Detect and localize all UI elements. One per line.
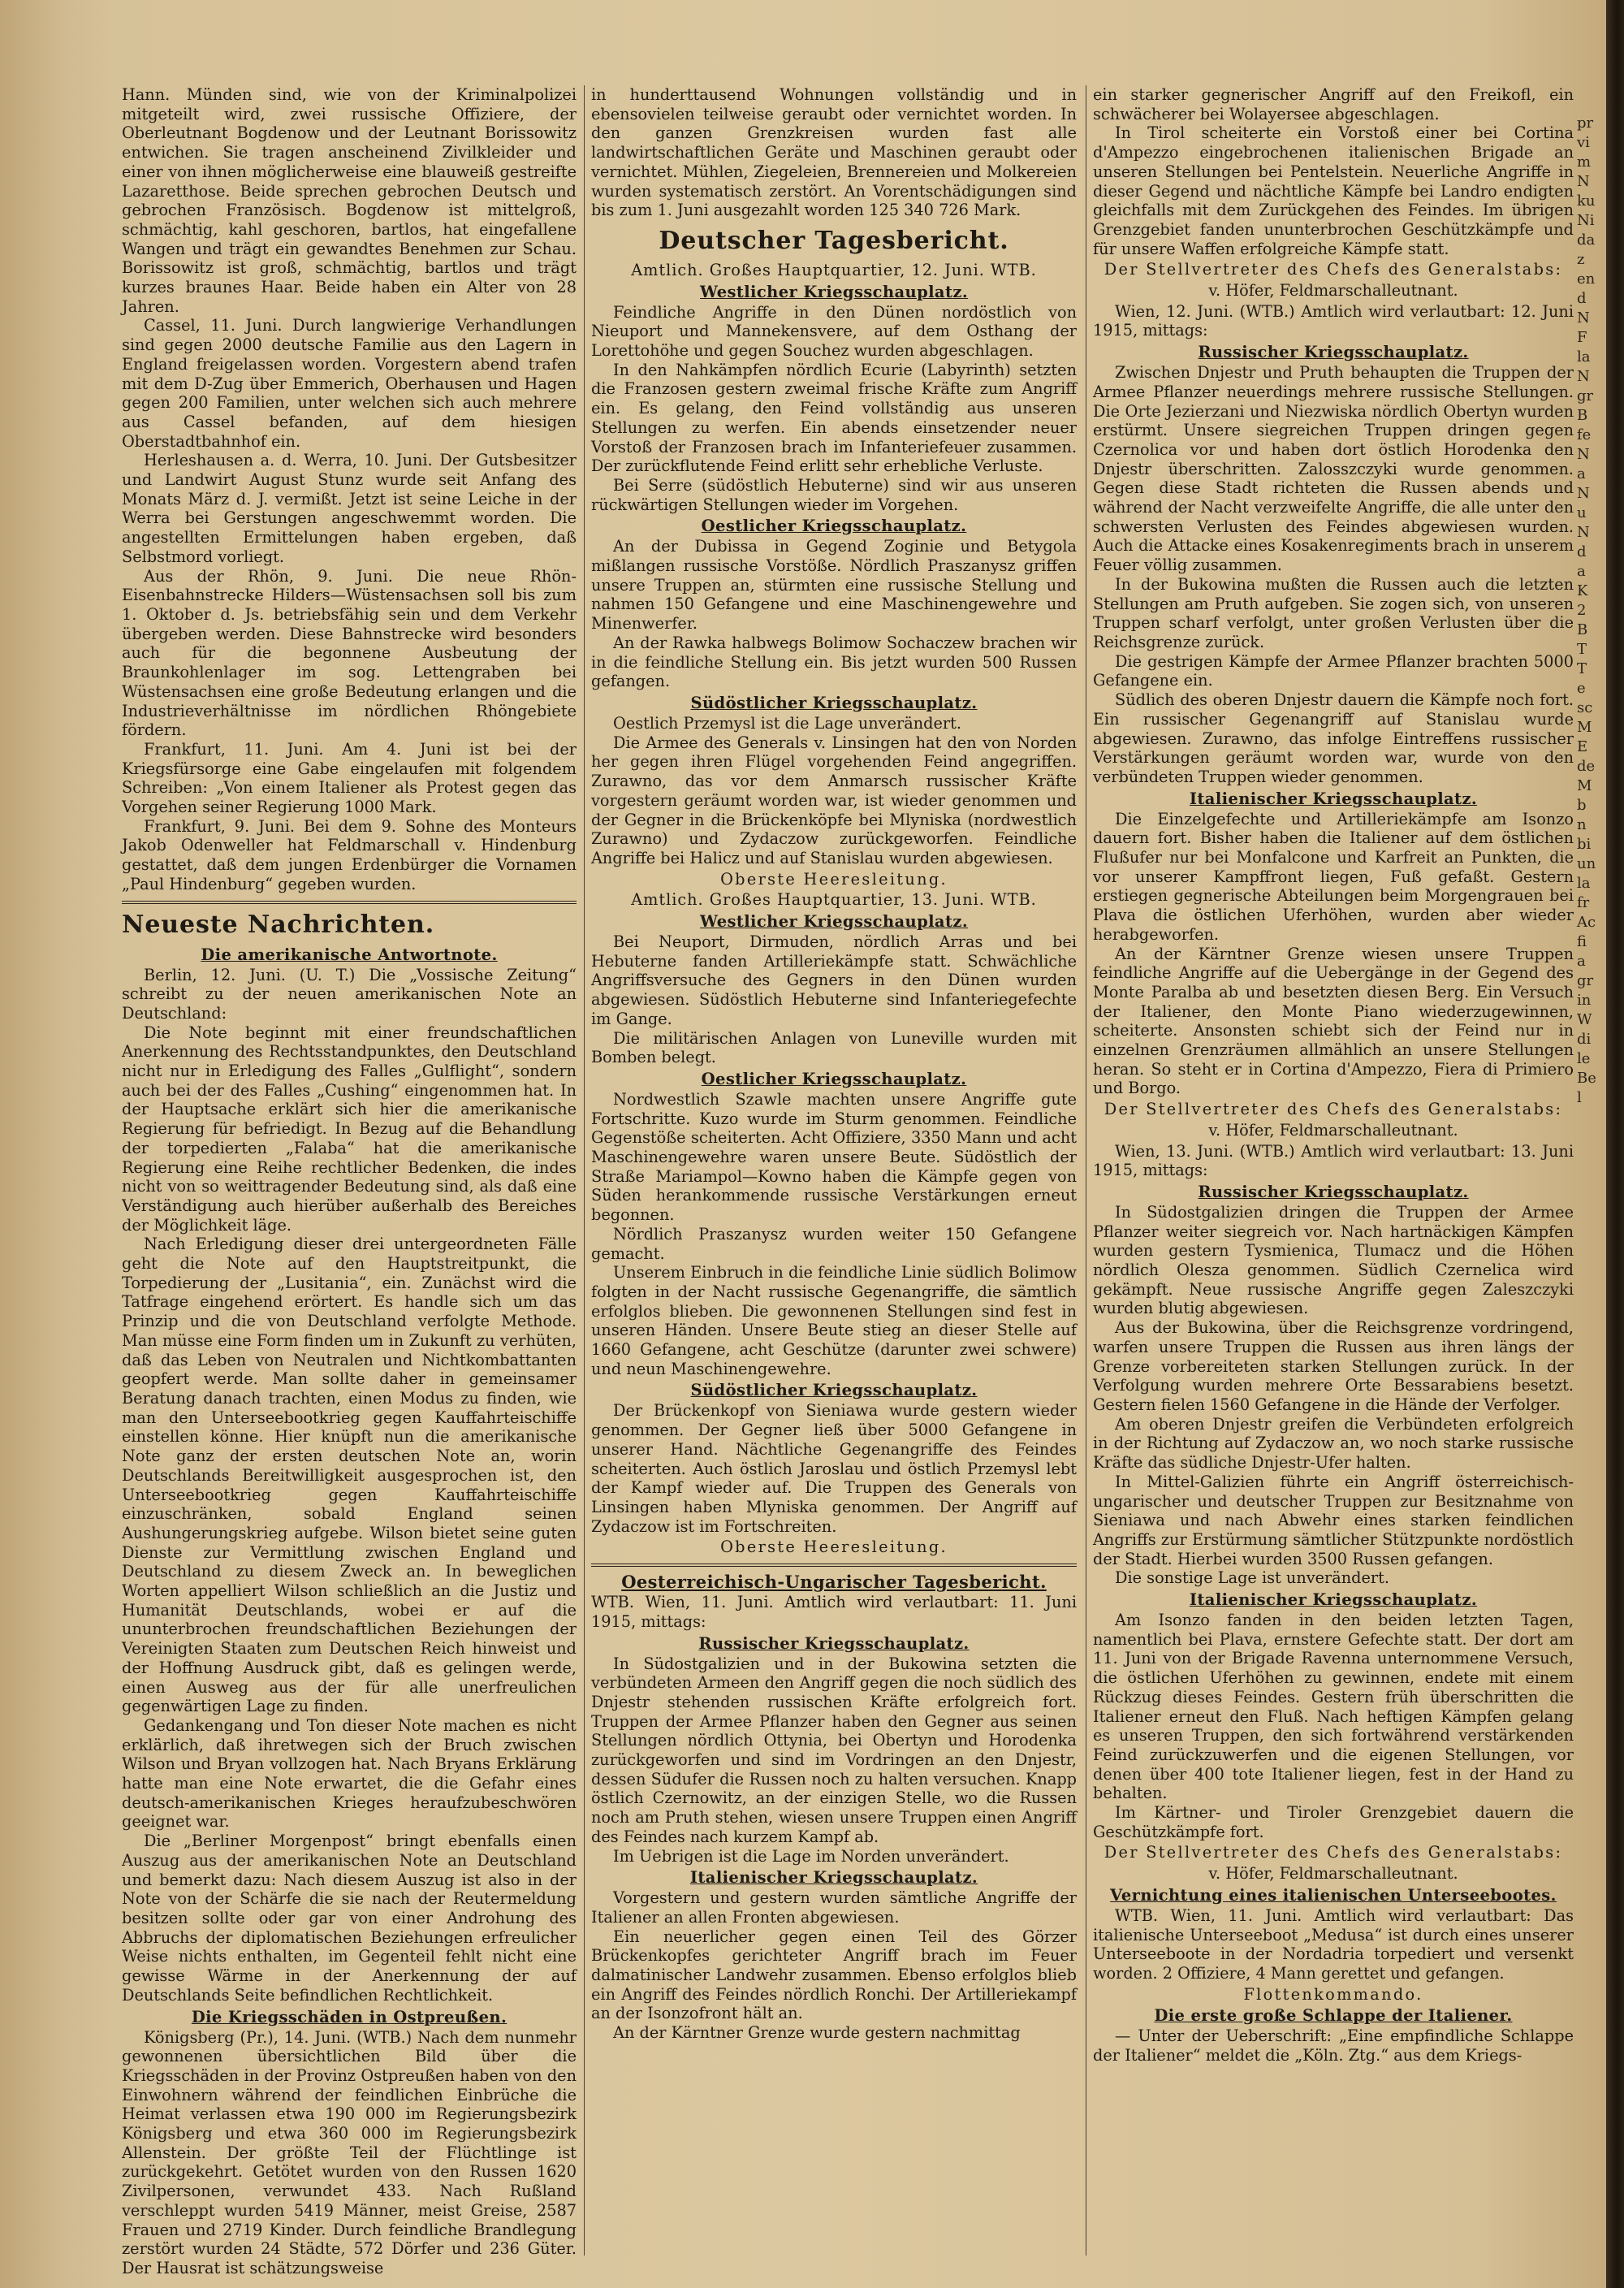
article-paragraph: Nordwestlich Szawle machten unsere Angriffe gute Fortschritte. Kuzo wurde im Sturm genommen. Feindliche Gegenstöße scheiterten. Acht Offiziere, 3350 Mann und acht Maschinengewehre waren unsere Beute. Südöstlich der Straße Mariampol—Kowno haben die Kämpfe gegen von Süden herankommende russische Verstärkungen erneut begonnen. <box>591 1089 1077 1225</box>
article-paragraph: Frankfurt, 9. Juni. Bei dem 9. Sohne des Monteurs Jakob Odenweller hat Feldmarschall v. Hindenburg gestattet, daß dem jungen Erdenbürger die Vornamen „Paul Hindenburg“ gegeben wurden. <box>122 816 577 893</box>
margin-fragment: gr <box>1577 387 1594 404</box>
binding-spine <box>1606 0 1624 2288</box>
article-paragraph: Unserem Einbruch in die feindliche Linie südlich Bolimow folgten in der Nacht russische Gegenangriffe, die sämtlich erfolglos blieben. Die gewonnenen Stellungen sind fest in unseren Händen. Unsere Beute stieg an dieser Stelle auf 1660 Gefangene, acht Geschütze (darunter zwei schwere) und neun Maschinengewehre. <box>591 1263 1077 1378</box>
margin-fragment: B <box>1577 621 1588 638</box>
front-heading: Italienischer Kriegsschauplatz. <box>1189 789 1478 808</box>
margin-fragment: e <box>1577 680 1586 697</box>
margin-fragment: di <box>1577 1031 1592 1048</box>
article-heading: Die Kriegsschäden in Ostpreußen. <box>191 2007 508 2026</box>
margin-fragment: d <box>1577 543 1587 560</box>
article-paragraph: Königsberg (Pr.), 14. Juni. (WTB.) Nach dem nunmehr gewonnenen übersichtlichen Bild über die Kriegsschäden in der Provinz Ostpreußen haben von den Einwohnern während der feindlichen Einbrüche die Heimat verlassen etwa 190 000 im Regierungsbezirk Königsberg und etwa 360 000 im Regierungsbezirk Allenstein. Der größte Teil der Flüchtlinge ist zurückgekehrt. Getötet wurden von den Russen 1620 Zivilpersonen, verwundet 433. Nach Rußland verschleppt wurden 5419 Männer, meist Greise, 2587 Frauen und 2719 Kinder. Durch feindliche Brandlegung zerstört wurden 24 Städte, 572 Dörfer und 236 Güter. Der Hausrat ist schätzungsweise <box>122 2027 577 2277</box>
margin-fragment: bi <box>1577 836 1592 853</box>
margin-fragment: Be <box>1577 1070 1596 1087</box>
article-paragraph: In Tirol scheiterte ein Vorstoß einer bei Cortina d'Ampezzo eingebrochenen italienischen Brigade an unseren Stellungen bei Pentelstein. Neuerliche Angriffe in dieser Gegend und nächtliche Kämpfe bei Landro endigten gleichfalls mit dem Zurückgehen des Feindes. Im übrigen Grenzgebiet fanden ununterbrochen Geschützkämpfe und für unsere Waffen erfolgreiche Kämpfe statt. <box>1093 123 1574 258</box>
article-paragraph: Aus der Bukowina, über die Reichsgrenze vordringend, warfen unsere Truppen die Russen aus ihren längs der Grenze vorbereiteten starken Stellungen zurück. In der Verfolgung wurden mehrere Orte Bessarabiens besetzt. Gestern fielen 1560 Gefangene in die Hände der Verfolger. <box>1093 1318 1574 1414</box>
section-title-news: Neueste Nachrichten. <box>122 910 435 939</box>
margin-fragment: E <box>1577 738 1588 755</box>
front-heading: Italienischer Kriegsschauplatz. <box>689 1868 978 1888</box>
margin-fragment: vi <box>1577 134 1590 151</box>
front-heading: Russischer Kriegsschauplatz. <box>1198 343 1469 362</box>
article-paragraph: Die Einzelgefechte und Artilleriekämpfe am Isonzo dauern fort. Bisher haben die Italiener auf dem östlichen Flußufer nur bei Monfalcone und Karfreit an Punkten, die vor unserer Kampffront liegen, Fuß gefaßt. Gestern erstiegen gegnerische Abteilungen beim Morgengrauen bei Plava die östlichen Uferhöhen, wurden aber wieder herabgeworfen. <box>1093 809 1574 944</box>
article-paragraph: Bei Serre (südöstlich Hebuterne) sind wir aus unseren rückwärtigen Stellungen wieder im Vorgehen. <box>591 475 1077 514</box>
article-paragraph: An der Dubissa in Gegend Zoginie und Betygola mißlangen russische Vorstöße. Nördlich Praszanysz griffen unsere Truppen an, stürmten eine russische Stellung und nahmen 150 Gefangene und eine Maschinengewehre und Minenwerfer. <box>591 537 1077 634</box>
margin-fragment: T <box>1577 660 1587 677</box>
article-paragraph: Der Brückenkopf von Sieniawa wurde gestern wieder genommen. Der Gegner ließ über 5000 Gefangene in unserer Hand. Nächtliche Gegenangriffe des Feindes scheiterten. Auch östlich Jaroslau und östlich Przemysl lebt der Kampf wieder auf. Die Truppen des Generals von Linsingen haben Mlyniska genommen. Der Angriff auf Zydaczow ist im Fortschreiten. <box>591 1401 1077 1536</box>
column-1 <box>122 85 577 2277</box>
column-3 <box>1093 85 1574 2256</box>
article-paragraph: An der Kärntner Grenze wiesen unsere Truppen feindliche Angriffe auf die Uebergänge in der Gegend des Monte Paralba ab und besetzten diesen Berg. Ein Versuch der Italiener, den Monte Piano wiederzugewinnen, scheiterte. Ansonsten schiebt sich der Feind nur in einzelnen Grenzräumen allmählich an unsere Stellungen heran. So steht er in Cortina d'Ampezzo, Fiera di Primiero und Borgo. <box>1093 944 1574 1098</box>
front-heading: Russischer Kriegsschauplatz. <box>1198 1182 1469 1201</box>
signature: Der Stellvertreter des Chefs des Generalstabs: <box>1104 260 1563 279</box>
margin-fragment: m <box>1577 154 1592 171</box>
section-rule <box>591 1564 1077 1567</box>
article-paragraph: An der Kärntner Grenze wurde gestern nachmittag <box>613 2023 1021 2043</box>
margin-fragment: T <box>1577 641 1587 658</box>
margin-fragment: u <box>1577 504 1587 521</box>
article-paragraph: Aus der Rhön, 9. Juni. Die neue Rhön-Eisenbahnstrecke Hilders—Wüstensachsen soll bis zum 1. Oktober d. Js. betriebsfähig sein und dem Verkehr übergeben werden. Diese Bahnstrecke wird besonders auch für die begonnene Ausbeutung der Braunkohlenlager im sog. Lettengraben bei Wüstensachsen eine große Bedeutung erlangen und die Industrieverhältnisse im nördlichen Rhöngebiete fördern. <box>122 566 577 740</box>
article-paragraph: Die Armee des Generals v. Linsingen hat den von Norden her gegen ihren Flügel vorgehenden Feind angegriffen. Zurawno, das vor dem Anmarsch russischer Kräfte vorgestern geräumt worden war, ist wieder genommen und der Gegner in die Brückenköpfe bei Mlyniska (nordwestlich Zurawno) und Zydaczow zurückgeworfen. Feindliche Angriffe bei Halicz und auf Stanislau wurden abgewiesen. <box>591 733 1077 867</box>
article-paragraph: in hunderttausend Wohnungen vollständig und in ebensovielen teilweise geraubt oder vernichtet worden. In den ganzen Grenzkreisen wurden fast alle landwirtschaftlichen Geräte und Maschinen geraubt oder vernichtet. Mühlen, Ziegeleien, Brennereien und Molkereien wurden systematisch zerstört. An Vorentschädigungen sind bis zum 1. Juni ausgezahlt worden 125 340 726 Mark. <box>591 85 1077 220</box>
signature-name: v. Höfer, Feldmarschalleutnant. <box>1208 1120 1458 1140</box>
margin-fragment: de <box>1577 758 1596 775</box>
article-paragraph: Die gestrigen Kämpfe der Armee Pflanzer brachten 5000 Gefangene ein. <box>1093 651 1574 690</box>
article-heading: Die erste große Schlappe der Italiener. <box>1154 2006 1513 2026</box>
front-heading: Oestlicher Kriegsschauplatz. <box>701 1069 967 1088</box>
column-2 <box>591 85 1077 2256</box>
article-paragraph: Feindliche Angriffe in den Dünen nordöstlich von Nieuport und Mannekensvere, auf dem Osthang der Lorettohöhe und gegen Souchez wurden abgeschlagen. <box>591 302 1077 361</box>
article-paragraph: In Südostgalizien dringen die Truppen der Armee Pflanzer weiter siegreich vor. Nach hartnäckigen Kämpfen wurden gestern Tysmienica, Tlumacz und die Höhen nördlich Olesza genommen. Südlich Czernelica wird gekämpft. Neue russische Angriffe gegen Zaleszczyki wurden blutig abgewiesen. <box>1093 1202 1574 1318</box>
article-paragraph: In der Bukowina mußten die Russen auch die letzten Stellungen am Pruth aufgeben. Sie zogen sich, von unseren Truppen scharf verfolgt, unter großen Verlusten über die Reichsgrenze zurück. <box>1093 574 1574 651</box>
margin-fragment: W <box>1577 1011 1592 1028</box>
margin-fragment: K <box>1577 582 1588 599</box>
dateline: WTB. Wien, 11. Juni. Amtlich wird verlautbart: 11. Juni 1915, mittags: <box>591 1593 1077 1631</box>
margin-fragment: a <box>1577 563 1586 580</box>
front-heading: Westlicher Kriegsschauplatz. <box>700 912 968 932</box>
margin-fragment: d <box>1577 290 1587 307</box>
article-paragraph: Am oberen Dnjestr greifen die Verbündeten erfolgreich in der Richtung auf Zydaczow an, wo noch starke russische Kräfte das südliche Dnjestr-Ufer halten. <box>1093 1414 1574 1473</box>
dateline: Wien, 13. Juni. (WTB.) Amtlich wird verlautbart: 13. Juni 1915, mittags: <box>1093 1141 1574 1180</box>
margin-fragment: sc <box>1577 699 1593 716</box>
margin-fragment: a <box>1577 953 1586 970</box>
article-paragraph: Am Isonzo fanden in den beiden letzten Tagen, namentlich bei Plava, ernstere Gefechte statt. Der dort am 11. Juni von der Brigade Ravenna unternommene Versuch, die östlichen Uferhöhen zu gewinnen, endete mit einem Rückzug dieses Feindes. Gestern früh überschritten die Italiener erneut den Fluß. Nach heftigen Kämpfen gelang es unseren Truppen, den sich fortwährend verstärkenden Feind zurückzuwerfen und die eigenen Stellungen, vor denen über 400 tote Italiener liegen, fest in der Hand zu behalten. <box>1093 1611 1574 1803</box>
article-paragraph: An der Rawka halbwegs Bolimow Sochaczew brachen wir in die feindliche Stellung ein. Bis jetzt wurden 500 Russen gefangen. <box>591 633 1077 691</box>
article-paragraph: Herleshausen a. d. Werra, 10. Juni. Der Gutsbesitzer und Landwirt August Stunz wurde seit Anfang des Monats März d. J. vermißt. Jetzt ist seine Leiche in der Werra bei Gerstungen angeschwemmt worden. Die angestellten Ermittelungen haben ergeben, daß Selbstmord vorliegt. <box>122 451 577 566</box>
signature: Der Stellvertreter des Chefs des Generalstabs: <box>1104 1100 1563 1119</box>
margin-fragment: pr <box>1577 115 1594 132</box>
dateline: Amtlich. Großes Hauptquartier, 13. Juni. WTB. <box>631 890 1037 910</box>
front-heading: Westlicher Kriegsschauplatz. <box>700 282 968 301</box>
article-paragraph: In Mittel-Galizien führte ein Angriff österreichisch-ungarischer und deutscher Truppen zur Besitznahme von Sieniawa und nach Abwehr eines starken feindlichen Angriffs zur Erstürmung sämtlicher Stützpunkte nordöstlich der Stadt. Hierbei wurden 3500 Russen gefangen. <box>1093 1472 1574 1568</box>
article-paragraph: Cassel, 11. Juni. Durch langwierige Verhandlungen sind gegen 2000 deutsche Familie aus den Lagern in England freigelassen worden. Vorgestern abend trafen mit dem D-Zug über Emmerich, Oberhausen und Hagen gegen 200 Familien, unter welchen sich auch mehrere aus Cassel befanden, auf dem hiesigen Oberstadtbahnhof ein. <box>122 316 577 451</box>
margin-fragment: b <box>1577 797 1587 814</box>
signature: Oberste Heeresleitung. <box>720 1538 948 1557</box>
dateline: Amtlich. Großes Hauptquartier, 12. Juni. WTB. <box>631 260 1037 279</box>
signature-name: v. Höfer, Feldmarschalleutnant. <box>1208 281 1458 301</box>
article-heading: Die amerikanische Antwortnote. <box>201 945 498 964</box>
margin-fragment: a <box>1577 465 1586 482</box>
article-paragraph: Frankfurt, 11. Juni. Am 4. Juni ist bei der Kriegsfürsorge eine Gabe eingelaufen mit folgendem Schreiben: „Von einem Italiener als Protest gegen das Vorgehen seiner Regierung 1000 Mark. <box>122 739 577 817</box>
article-paragraph: WTB. Wien, 11. Juni. Amtlich wird verlautbart: Das italienische Unterseeboot „Medusa“ ist durch eines unserer Unterseeboote in der Nordadria torpediert und versenkt worden. 2 Offiziere, 4 Mann gerettet und gefangen. <box>1093 1905 1574 1983</box>
margin-fragment: M <box>1577 719 1592 736</box>
margin-fragment: N <box>1577 446 1590 463</box>
margin-fragment: z <box>1577 251 1585 268</box>
article-paragraph: Hann. Münden sind, wie von der Kriminalpolizei mitgeteilt wird, zwei russische Offiziere, der Oberleutnant Bogdenow und der Leutnant Borissowitz entwichen. Sie tragen anscheinend Zivilkleider und einer von ihnen möglicherweise eine blauweiß gestreifte Lazaretthose. Beide sprechen gebrochen Deutsch und gebrochen Französisch. Bogdenow ist mittelgroß, schmächtig, kahl geschoren, bartlos, hat eingefallene Wangen und trägt ein gewandtes Benehmen zur Schau. Borissowitz ist groß, schmächtig, bartlos und trägt kurzes braunes Haar. Beide haben ein Alter von 28 Jahren. <box>122 85 577 316</box>
article-paragraph: Südlich des oberen Dnjestr dauern die Kämpfe noch fort. Ein russischer Gegenangriff auf Stanislau wurde abgewiesen. Zurawno, das infolge Eintreffens russischer Verstärkungen geräumt worden war, wurde von den verbündeten Truppen wieder genommen. <box>1093 690 1574 786</box>
article-paragraph: ein starker gegnerischer Angriff auf den Freikofl, ein schwächerer bei Wolayersee abgeschlagen. <box>1093 85 1574 123</box>
margin-fragment: fi <box>1577 933 1587 950</box>
margin-fragment: 2 <box>1577 602 1587 619</box>
article-paragraph: Gedankengang und Ton dieser Note machen es nicht erklärlich, daß ihretwegen sich der Bruch zwischen Wilson und Bryan vollzogen hat. Nach Bryans Erklärung hatte man eine Note erwartet, die die Gefahr eines deutsch-amerikanischen Krieges heraufzubeschwören geeignet war. <box>122 1715 577 1832</box>
margin-fragment: la <box>1577 875 1591 892</box>
margin-fragment: N <box>1577 368 1590 385</box>
margin-fragment: gr <box>1577 972 1594 989</box>
article-paragraph: Nördlich Praszanysz wurden weiter 150 Gefangene gemacht. <box>591 1224 1077 1263</box>
margin-fragment: Ac <box>1577 914 1596 931</box>
section-title-austrian-report: Oesterreichisch-Ungarischer Tagesbericht. <box>621 1572 1047 1593</box>
article-paragraph: Die sonstige Lage ist unverändert. <box>1115 1568 1390 1588</box>
article-heading: Vernichtung eines italienischen Unterseebootes. <box>1110 1885 1557 1905</box>
margin-fragment: N <box>1577 524 1590 541</box>
front-heading: Russischer Kriegsschauplatz. <box>698 1633 970 1653</box>
column-divider <box>584 85 585 2256</box>
signature: Oberste Heeresleitung. <box>720 869 948 889</box>
article-paragraph: Die Note beginnt mit einer freundschaftlichen Anerkennung des Rechtsstandpunktes, den Deutschland nicht nur in Erledigung des Falles „Gulflight“, sondern auch bei der des Falles „Cushing“ eingenommen hat. In der Hauptsache erklärt sich hier die amerikanische Regierung für befriedigt. In Bezug auf die Behandlung der torpedierten „Falaba“ hat die amerikanische Regierung eine Reihe rechtlicher Bedenken, die indes nicht von so weittragender Bedeutung sind, als daß eine Verständigung auch hierüber außerhalb des Bereiches der Möglichkeit läge. <box>122 1023 577 1235</box>
front-heading: Südöstlicher Kriegsschauplatz. <box>690 1381 978 1400</box>
margin-fragment: N <box>1577 485 1590 502</box>
dateline: Wien, 12. Juni. (WTB.) Amtlich wird verlautbart: 12. Juni 1915, mittags: <box>1093 301 1574 340</box>
margin-fragment: la <box>1577 348 1591 365</box>
margin-fragment: in <box>1577 992 1592 1009</box>
article-paragraph: Ein neuerlicher gegen einen Teil des Görzer Brückenkopfes gerichteter Angriff brach im Feuer dalmatinischer Landwehr zusammen. Ebenso erfolglos blieb ein Angriff des Feindes nördlich Ronchi. Der Artilleriekampf an der Isonzofront hält an. <box>591 1927 1077 2023</box>
margin-fragment: le <box>1577 1050 1591 1067</box>
section-title-daily-report: Deutscher Tagesbericht. <box>659 226 1009 255</box>
signature: Der Stellvertreter des Chefs des Generalstabs: <box>1104 1843 1563 1862</box>
front-heading: Italienischer Kriegsschauplatz. <box>1189 1590 1478 1610</box>
margin-fragment: N <box>1577 309 1590 327</box>
signature: Flottenkommando. <box>1243 1984 1423 2004</box>
article-paragraph: Vorgestern und gestern wurden sämtliche Angriffe der Italiener an allen Fronten abgewiesen. <box>591 1888 1077 1927</box>
margin-fragment: n <box>1577 816 1587 833</box>
article-paragraph: Berlin, 12. Juni. (U. T.) Die „Vossische Zeitung“ schreibt zu der neuen amerikanischen Note an Deutschland: <box>122 965 577 1023</box>
front-heading: Südöstlicher Kriegsschauplatz. <box>690 693 978 712</box>
margin-fragment: M <box>1577 777 1592 794</box>
facing-page-fragments <box>1577 114 1605 2225</box>
margin-fragment: fe <box>1577 426 1592 443</box>
margin-fragment: ku <box>1577 192 1596 210</box>
signature-name: v. Höfer, Feldmarschalleutnant. <box>1208 1864 1458 1884</box>
article-paragraph: Die „Berliner Morgenpost“ bringt ebenfalls einen Auszug aus der amerikanischen Note an Deutschland und bemerkt dazu: Nach diesem Auszug ist also in der Note von der Schärfe die sie nach der Reutermeldung besitzen sollte oder gar von einer Androhung des Abbruchs der diplomatischen Beziehungen erfreulicher Weise nichts enthalten, im Gegenteil fehlt nicht eine gewisse Wärme in der Anerkennung der auf Deutschlands Seite befindlichen Rechtlichkeit. <box>122 1832 577 2005</box>
margin-fragment: Ni <box>1577 212 1595 229</box>
article-paragraph: Bei Neuport, Dirmuden, nördlich Arras und bei Hebuterne fanden Artilleriekämpfe statt. Schwächliche Angriffsversuche des Gegners in den Dünen wurden abgewiesen. Südöstlich Hebuterne sind Infanteriegefechte im Gange. <box>591 932 1077 1028</box>
article-paragraph: Nach Erledigung dieser drei untergeordneten Fälle geht die Note auf den Hauptstreitpunkt, die Torpedierung der „Lusitania“, ein. Zunächst wird die Tatfrage eingehend erörtert. Es handle sich um das Prinzip und die von Deutschland verfolgte Methode. Man müsse eine Form finden um in Zukunft zu verhüten, daß das Leben von Neutralen und Nichtkombattanten geopfert werde. Man sollte daher in gemeinsamer Beratung danach trachten, einen Modus zu finden, wie man den Unterseebootkrieg gegen Kauffahrteischiffe einstellen könne. Hier knüpft nun die amerikanische Note ganz der ersten deutschen Note an, worin Deutschlands Bereitwilligkeit ausgesprochen ist, den Unterseebootkrieg gegen Kauffahrteischiffe einzuschränken, sobald England seinen Aushungerungskrieg aufgebe. Wilson bietet seine guten Dienste zur Vermittlung zwischen England und Deutschland zu diesem Zweck an. In beweglichen Worten appelliert Wilson schließlich an die Justiz und Humanität Deutschlands, wobei er auf die ununterbrochen freundschaftlichen Beziehungen der Vereinigten Staaten zum Deutschen Reich hinweist und der Hoffnung Ausdruck gibt, daß es gelingen werde, einen Ausweg aus der für alle unerfreulichen gegenwärtigen Lage zu finden. <box>122 1235 577 1716</box>
article-paragraph: Im Uebrigen ist die Lage im Norden unverändert. <box>613 1846 1009 1866</box>
section-rule <box>122 901 577 904</box>
margin-fragment: B <box>1577 407 1588 424</box>
page-shading <box>0 0 114 2288</box>
article-paragraph: Oestlich Przemysl ist die Lage unverändert. <box>613 713 961 733</box>
margin-fragment: F <box>1577 329 1587 346</box>
margin-fragment: N <box>1577 173 1590 190</box>
article-paragraph: Die militärischen Anlagen von Luneville wurden mit Bomben belegt. <box>591 1028 1077 1067</box>
front-heading: Oestlicher Kriegsschauplatz. <box>701 517 967 536</box>
margin-fragment: l <box>1577 1089 1582 1106</box>
article-paragraph: — Unter der Ueberschrift: „Eine empfindliche Schlappe der Italiener“ meldet die „Köln. Ztg.“ aus dem Kriegs- <box>1093 2026 1574 2065</box>
margin-fragment: un <box>1577 855 1596 872</box>
article-paragraph: In Südostgalizien und in der Bukowina setzten die verbündeten Armeen den Angriff gegen die noch südlich des Dnjestr stehenden russischen Kräfte erfolgreich fort. Truppen der Armee Pflanzer haben den Gegner aus seinen Stellungen nördlich Ottynia, bei Obertyn und Horodenka zurückgeworfen und sind im Vordringen an den Dnjestr, dessen Südufer die Russen noch zu halten versuchen. Knapp östlich Czernowitz, an der einzigen Stelle, wo die Russen noch am Pruth stehen, wiesen unsere Truppen einen Angriff des Feindes nach kurzem Kampf ab. <box>591 1654 1077 1846</box>
margin-fragment: en <box>1577 270 1596 288</box>
article-paragraph: In den Nahkämpfen nördlich Ecurie (Labyrinth) setzten die Franzosen gestern zweimal frische Kräfte zum Angriff ein. Es gelang, den Feind vollständig aus unseren Stellungen zu werfen. Ein abends einsetzender neuer Vorstoß der Franzosen brach im Infanteriefeuer zusammen. Der zurückflutende Feind erlitt sehr erhebliche Verluste. <box>591 360 1077 476</box>
margin-fragment: da <box>1577 231 1596 249</box>
article-paragraph: Im Kärtner- und Tiroler Grenzgebiet dauern die Geschützkämpfe fort. <box>1093 1803 1574 1841</box>
margin-fragment: fr <box>1577 894 1590 911</box>
article-paragraph: Zwischen Dnjestr und Pruth behaupten die Truppen der Armee Pflanzer neuerdings mehrere russische Stellungen. Die Orte Jezierzani und Niezwiska nördlich Obertyn wurden erstürmt. Unsere siegreichen Truppen dringen gegen Czernolica vor und haben dort östlich Horodenka den Dnjestr überschritten. Zalosszczyki wurde genommen. Gegen diese Stadt richteten die Russen abends und während der Nacht verzweifelte Angriffe, die alle unter den schwersten Verlusten des Feindes abgewiesen wurden. Auch die Attacke eines Kosakenregiments brach in unserem Feuer völlig zusammen. <box>1093 363 1574 575</box>
